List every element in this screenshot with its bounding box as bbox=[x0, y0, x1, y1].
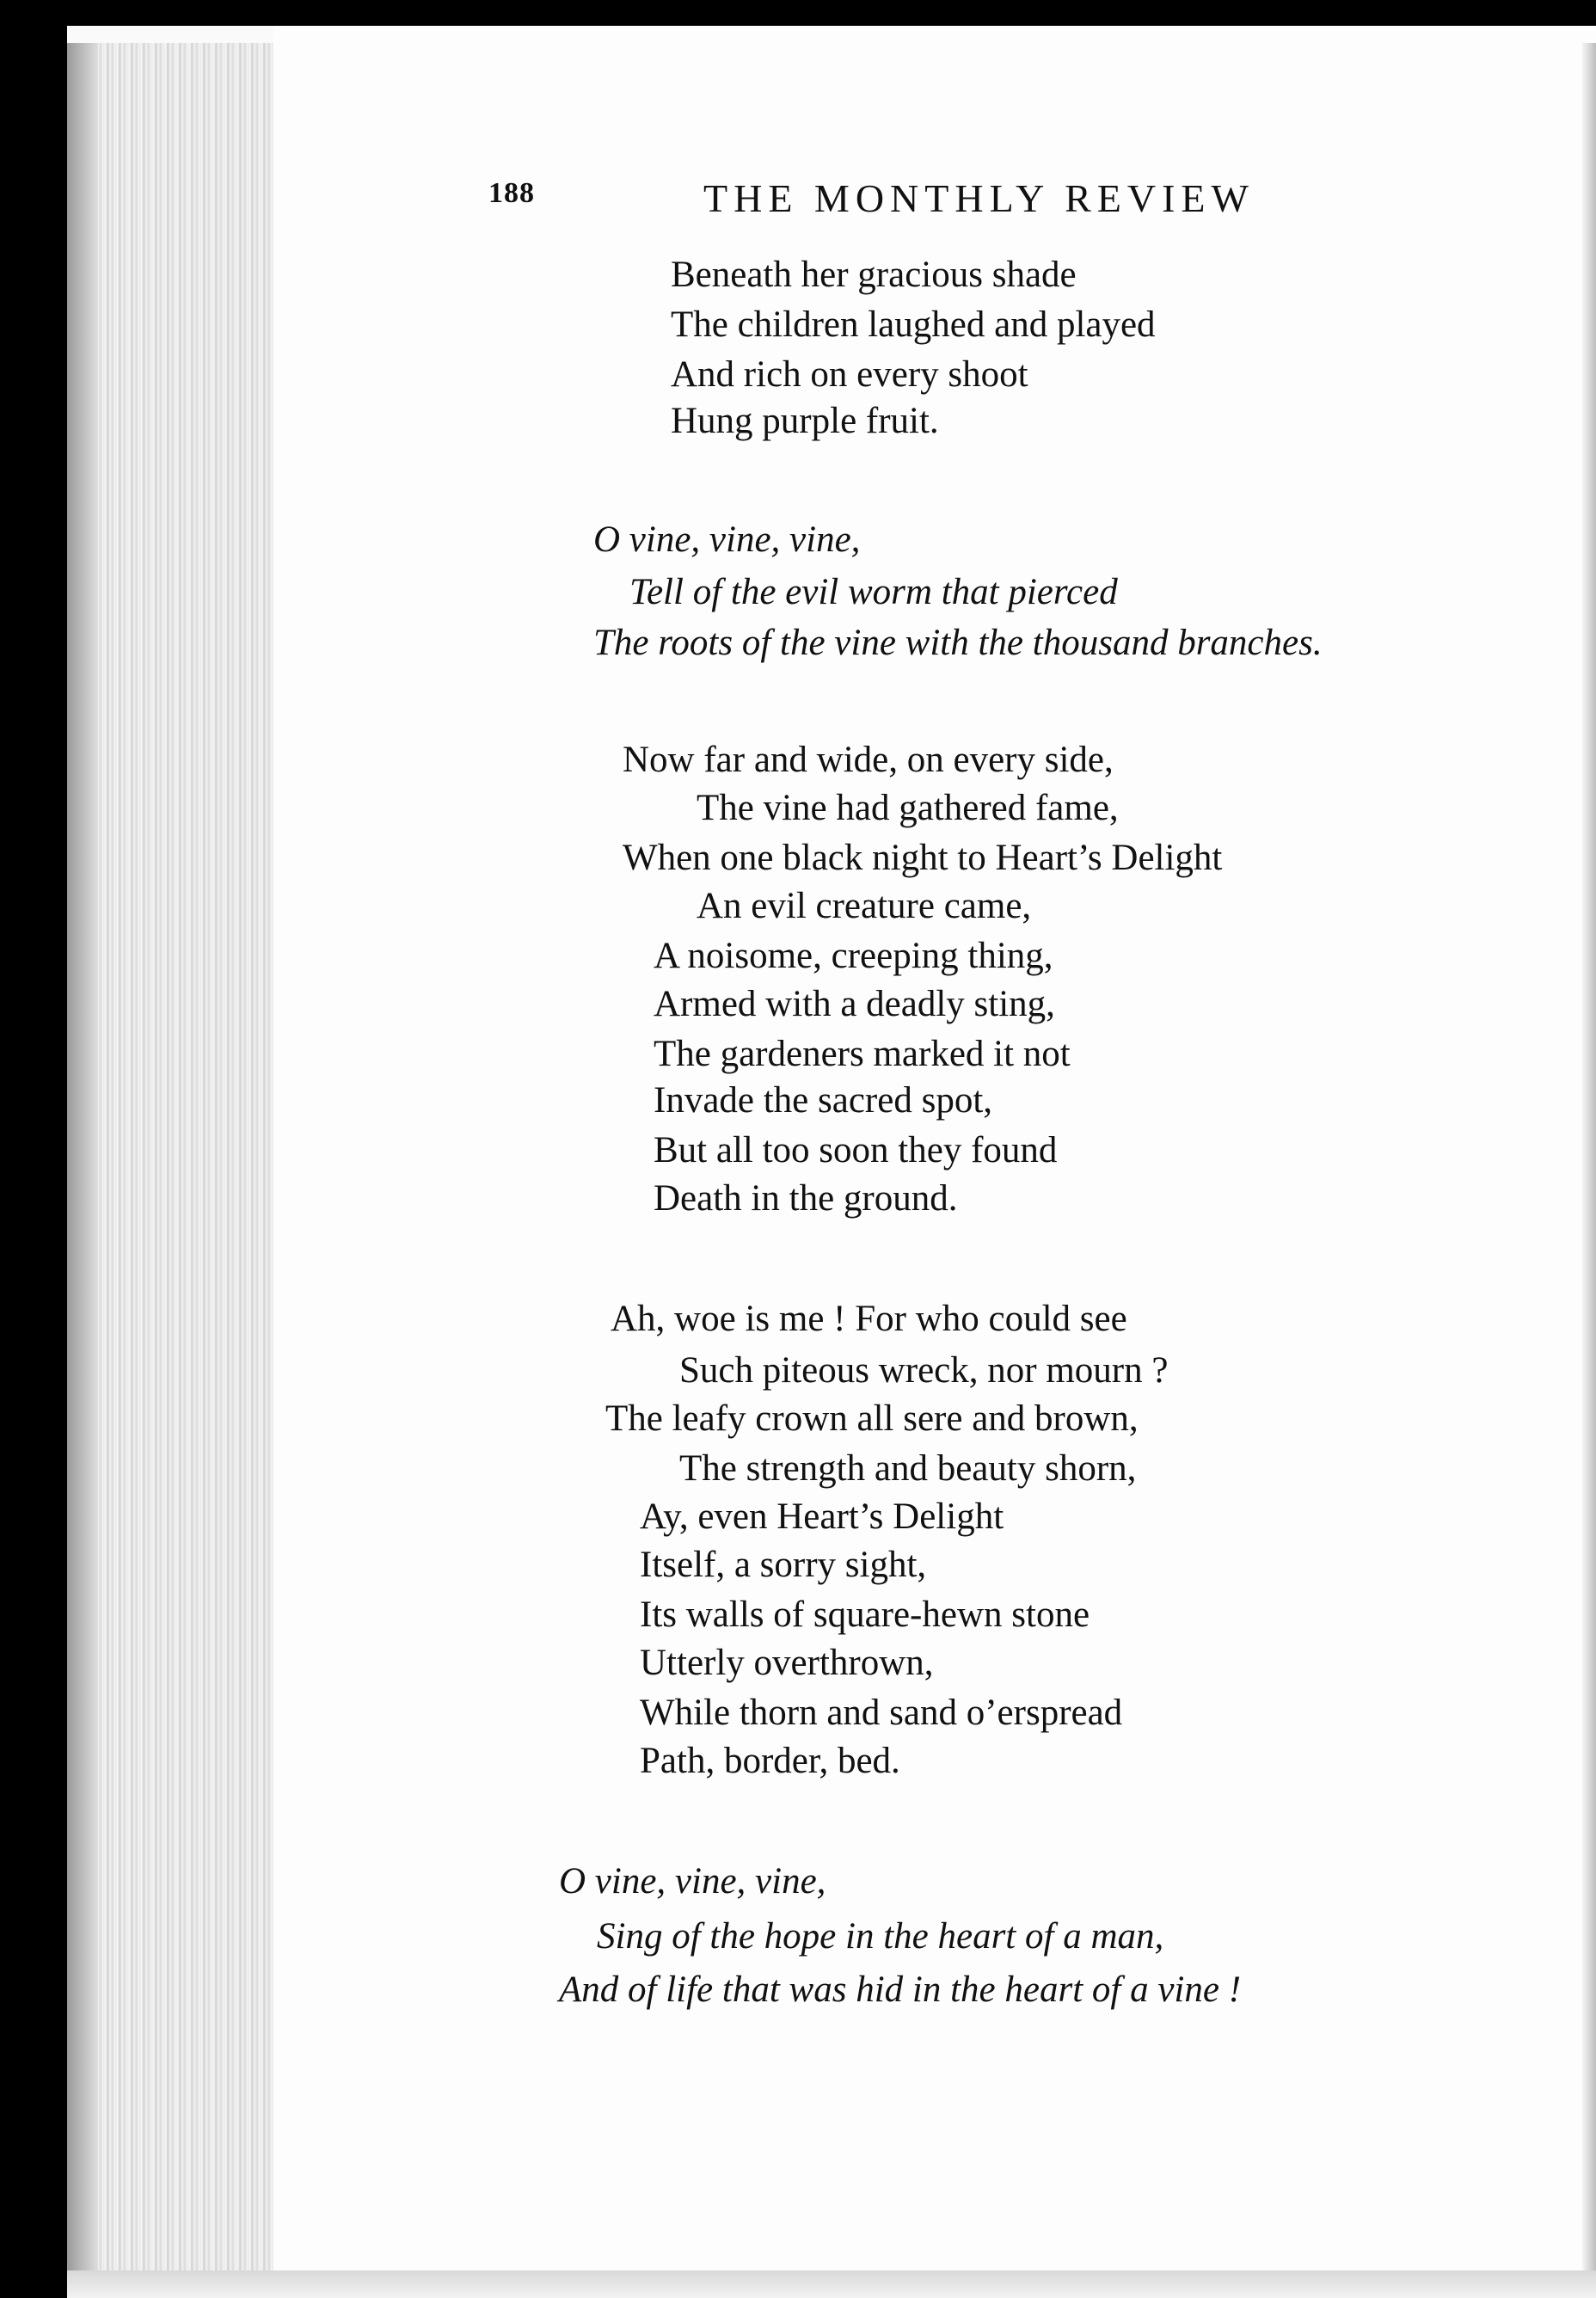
page-stack-edge bbox=[67, 43, 275, 2279]
poem-line: Utterly overthrown, bbox=[640, 1643, 934, 1683]
page-bottom-edge bbox=[67, 2270, 1596, 2298]
poem-line: A noisome, creeping thing, bbox=[654, 936, 1053, 976]
poem-line: Hung purple fruit. bbox=[671, 401, 939, 441]
poem-line: The children laughed and played bbox=[671, 304, 1156, 345]
poem-line: And rich on every shoot bbox=[671, 354, 1028, 395]
refrain-line: The roots of the vine with the thousand branches. bbox=[593, 623, 1323, 663]
refrain-line: Tell of the evil worm that pierced bbox=[629, 572, 1118, 612]
spine-shadow bbox=[67, 43, 98, 2279]
poem-line: An evil creature came, bbox=[697, 886, 1032, 926]
poem-line: The vine had gathered fame, bbox=[697, 788, 1119, 828]
poem-line: The strength and beauty shorn, bbox=[679, 1448, 1137, 1489]
poem-line: Now far and wide, on every side, bbox=[623, 740, 1114, 780]
poem-line: Armed with a deadly sting, bbox=[654, 984, 1055, 1024]
poem-line: Invade the sacred spot, bbox=[654, 1080, 993, 1121]
poem-line: Ay, even Heart’s Delight bbox=[640, 1496, 1004, 1537]
page-number: 188 bbox=[488, 177, 535, 209]
poem-line: But all too soon they found bbox=[654, 1130, 1058, 1171]
refrain-line: O vine, vine, vine, bbox=[559, 1861, 826, 1902]
poem-line: The leafy crown all sere and brown, bbox=[605, 1398, 1139, 1439]
poem-line: Path, border, bed. bbox=[640, 1741, 900, 1781]
poem-line: The gardeners marked it not bbox=[654, 1034, 1071, 1074]
refrain-line: O vine, vine, vine, bbox=[593, 519, 861, 560]
poem-line: Ah, woe is me ! For who could see bbox=[611, 1299, 1127, 1339]
page-right-edge bbox=[1582, 43, 1596, 2279]
poem-line: While thorn and sand o’erspread bbox=[640, 1693, 1123, 1733]
poem-line: Death in the ground. bbox=[654, 1178, 958, 1219]
running-title: THE MONTHLY REVIEW bbox=[703, 176, 1255, 220]
poem-line: When one black night to Heart’s Delight bbox=[623, 838, 1223, 878]
poem-line: Itself, a sorry sight, bbox=[640, 1545, 927, 1585]
refrain-line: And of life that was hid in the heart of a vine ! bbox=[559, 1969, 1242, 2010]
poem-line: Beneath her gracious shade bbox=[671, 255, 1077, 295]
poem-line: Its walls of square-hewn stone bbox=[640, 1594, 1090, 1635]
refrain-line: Sing of the hope in the heart of a man, bbox=[597, 1916, 1164, 1957]
poem-line: Such piteous wreck, nor mourn ? bbox=[679, 1350, 1169, 1391]
